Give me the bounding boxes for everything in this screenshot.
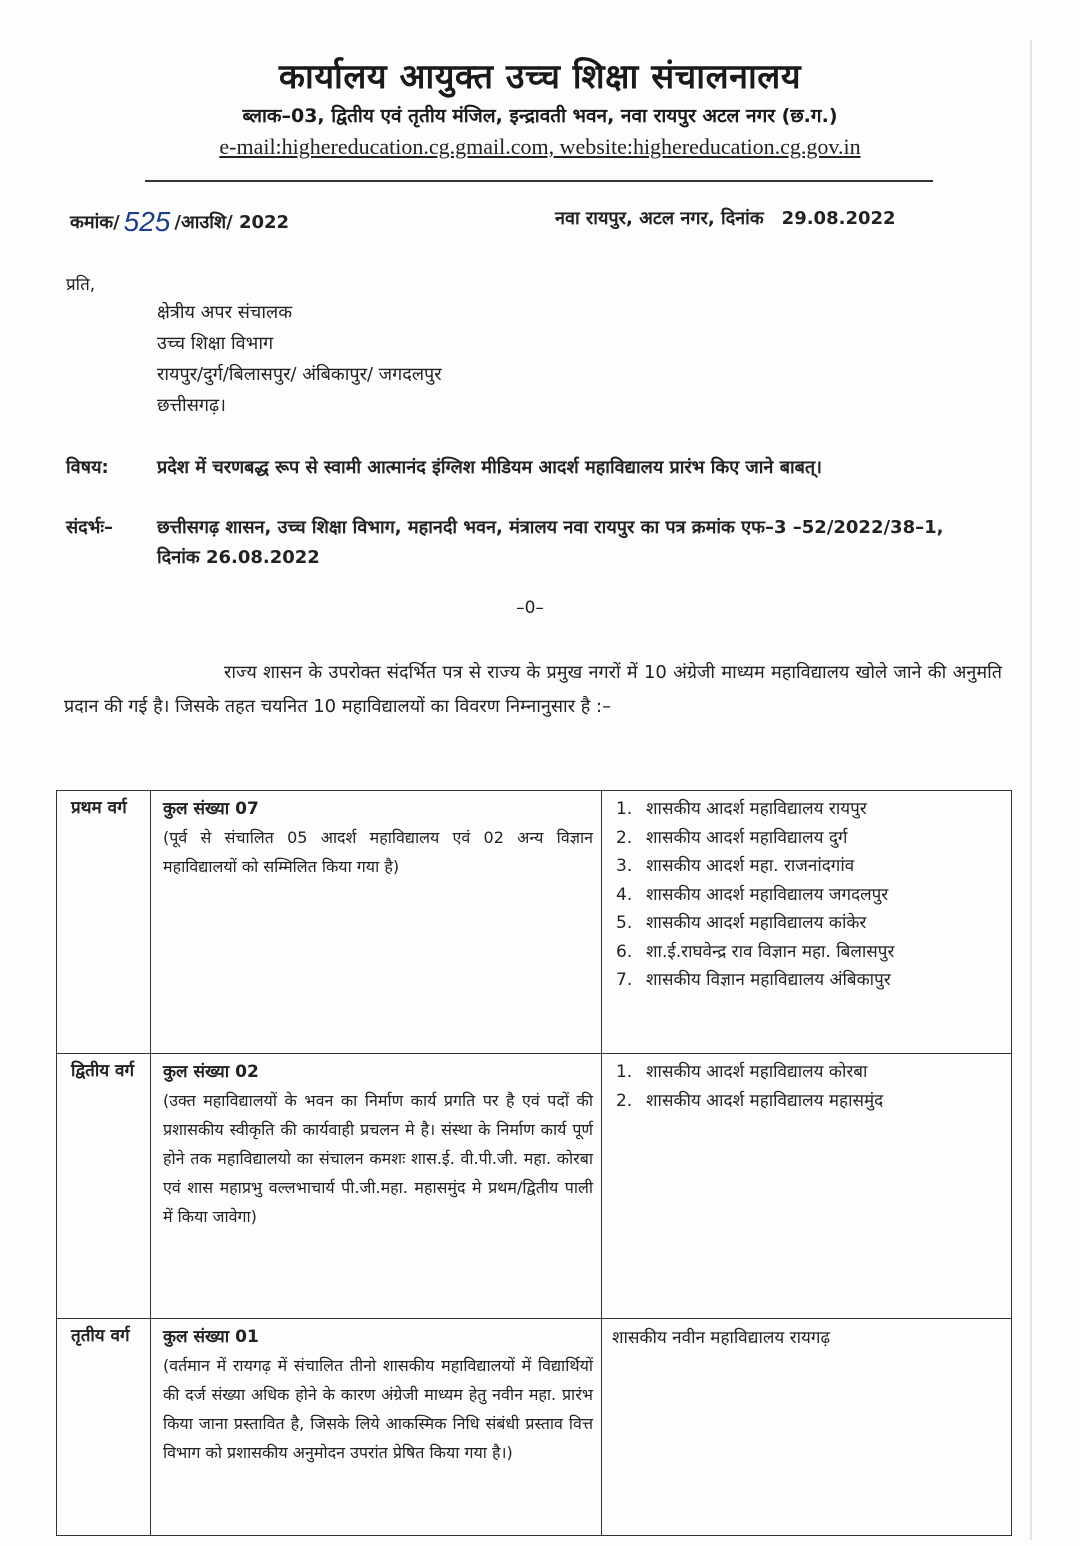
section-separator: –0– xyxy=(516,598,544,618)
total-count: कुल संख्या 01 xyxy=(163,1327,259,1347)
addressee-line: क्षेत्रीय अपर संचालक xyxy=(157,302,293,323)
count-cell xyxy=(150,790,602,1054)
office-address: ब्लाक–03, द्वितीय एवं तृतीय मंजिल, इन्द्रावती भवन, नवा रायपुर अटल नगर (छ.ग.) xyxy=(242,105,838,127)
office-contact: e-mail:highereducation.cg.gmail.com, website:highereducation.cg.gov.in xyxy=(219,134,861,159)
header-divider xyxy=(145,180,933,182)
list-item: 4. शासकीय आदर्श महाविद्यालय जगदलपुर xyxy=(616,884,889,905)
total-count: कुल संख्या 02 xyxy=(163,1062,259,1082)
category-note: (उक्त महाविद्यालयों के भवन का निर्माण कार्य प्रगति पर है एवं पदों की प्रशासकीय स्वीकृति की कार्यवाही प्रचलन मे है। संस्था के निर्माण कार्य पूर्ण होने तक महाविद्यालयो का संचालन कमशः शास.ई. वी.पी.जी. महा. कोरबा एवं शास महाप्रभु वल्लभाचार्य पी.जी.महा. महासमुंद मे प्रथम/द्वितीय पाली में किया जावेगा) xyxy=(163,1091,593,1226)
place-date-label: नवा रायपुर, अटल नगर, दिनांक xyxy=(555,208,764,229)
list-item: 5. शासकीय आदर्श महाविद्यालय कांकेर xyxy=(616,913,867,933)
letter-date: 29.08.2022 xyxy=(781,208,896,229)
reference-label: संदर्भः– xyxy=(66,517,114,538)
ref-handwritten-number: 525 xyxy=(123,206,171,237)
category-note: (पूर्व से संचालित 05 आदर्श महाविद्यालय एवं 02 अन्य विज्ञान महाविद्यालयों को सम्मिलित किया गया है) xyxy=(163,828,593,876)
list-item: 2. शासकीय आदर्श महाविद्यालय दुर्ग xyxy=(616,827,848,848)
list-item: 2. शासकीय आदर्श महाविद्यालय महासमुंद xyxy=(616,1090,884,1111)
category-note: (वर्तमान में रायगढ़ में संचालित तीनो शासकीय महाविद्यालयों में विद्यार्थियों की दर्ज संख्या अधिक होने के कारण अंग्रेजी माध्यम हेतु नवीन महा. प्रारंभ किया जाना प्रस्तावित है, जिसके लिये आकस्मिक निधि संबंधी प्रस्ताव वित्त विभाग को प्रशासकीय अनुमोदन उपरांत प्रेषित किया गया है।) xyxy=(163,1356,593,1462)
college-list-cell xyxy=(601,1053,1012,1319)
total-count: कुल संख्या 07 xyxy=(163,799,259,819)
list-item: 1. शासकीय आदर्श महाविद्यालय रायपुर xyxy=(616,799,867,819)
addressee-line: रायपुर/दुर्ग/बिलासपुर/ अंबिकापुर/ जगदलपुर xyxy=(157,364,442,385)
subject-text: प्रदेश में चरणबद्ध रूप से स्वामी आत्मानंद इंग्लिश मीडियम आदर्श महाविद्यालय प्रारंभ किए जाने बाबत्। xyxy=(157,457,822,478)
addressee-line: छत्तीसगढ़। xyxy=(157,395,226,416)
college-list xyxy=(602,791,1011,995)
category-cell: तृतीय वर्ग xyxy=(56,1318,151,1536)
body-paragraph: राज्य शासन के उपरोक्त संदर्भित पत्र से राज्य के प्रमुख नगरों में 10 अंग्रेजी माध्यम महाविद्यालय खोले जाने की अनुमति प्रदान की गई है। जिसके तहत चयनित 10 महाविद्यालयों का विवरण निम्नानुसार है :– xyxy=(64,662,1002,717)
category-cell: प्रथम वर्ग xyxy=(56,790,151,1054)
prati-label: प्रति, xyxy=(66,275,96,295)
subject-label: विषय: xyxy=(66,457,109,478)
office-title: कार्यालय आयुक्त उच्च शिक्षा संचालनालय xyxy=(278,57,802,97)
list-item: 3. शासकीय आदर्श महा. राजनांदगांव xyxy=(616,856,855,876)
list-item: 1. शासकीय आदर्श महाविद्यालय कोरबा xyxy=(616,1062,868,1082)
list-item: 7. शासकीय विज्ञान महाविद्यालय अंबिकापुर xyxy=(616,970,891,990)
college-list xyxy=(602,1054,1011,1115)
college-list-cell xyxy=(601,790,1012,1054)
page-edge xyxy=(1030,40,1032,1540)
count-cell xyxy=(150,1318,602,1536)
list-item: 6. शा.ई.राघवेन्द्र राव विज्ञान महा. बिलासपुर xyxy=(616,941,895,962)
count-cell xyxy=(150,1053,602,1319)
ref-suffix: /आउशि/ 2022 xyxy=(174,212,290,233)
reference-text: छत्तीसगढ़ शासन, उच्च शिक्षा विभाग, महानदी भवन, मंत्रालय नवा रायपुर का पत्र क्रमांक एफ–3 –52/2022/38–1, दिनांक 26.08.2022 xyxy=(157,517,944,568)
college-single-cell: शासकीय नवीन महाविद्यालय रायगढ़ xyxy=(601,1318,1012,1536)
addressee-line: उच्च शिक्षा विभाग xyxy=(157,333,274,354)
reference-number xyxy=(70,206,289,238)
category-cell: द्वितीय वर्ग xyxy=(56,1053,151,1319)
ref-prefix: कमांक/ xyxy=(70,212,120,233)
college-table xyxy=(56,790,1012,1536)
place-date xyxy=(555,206,896,230)
